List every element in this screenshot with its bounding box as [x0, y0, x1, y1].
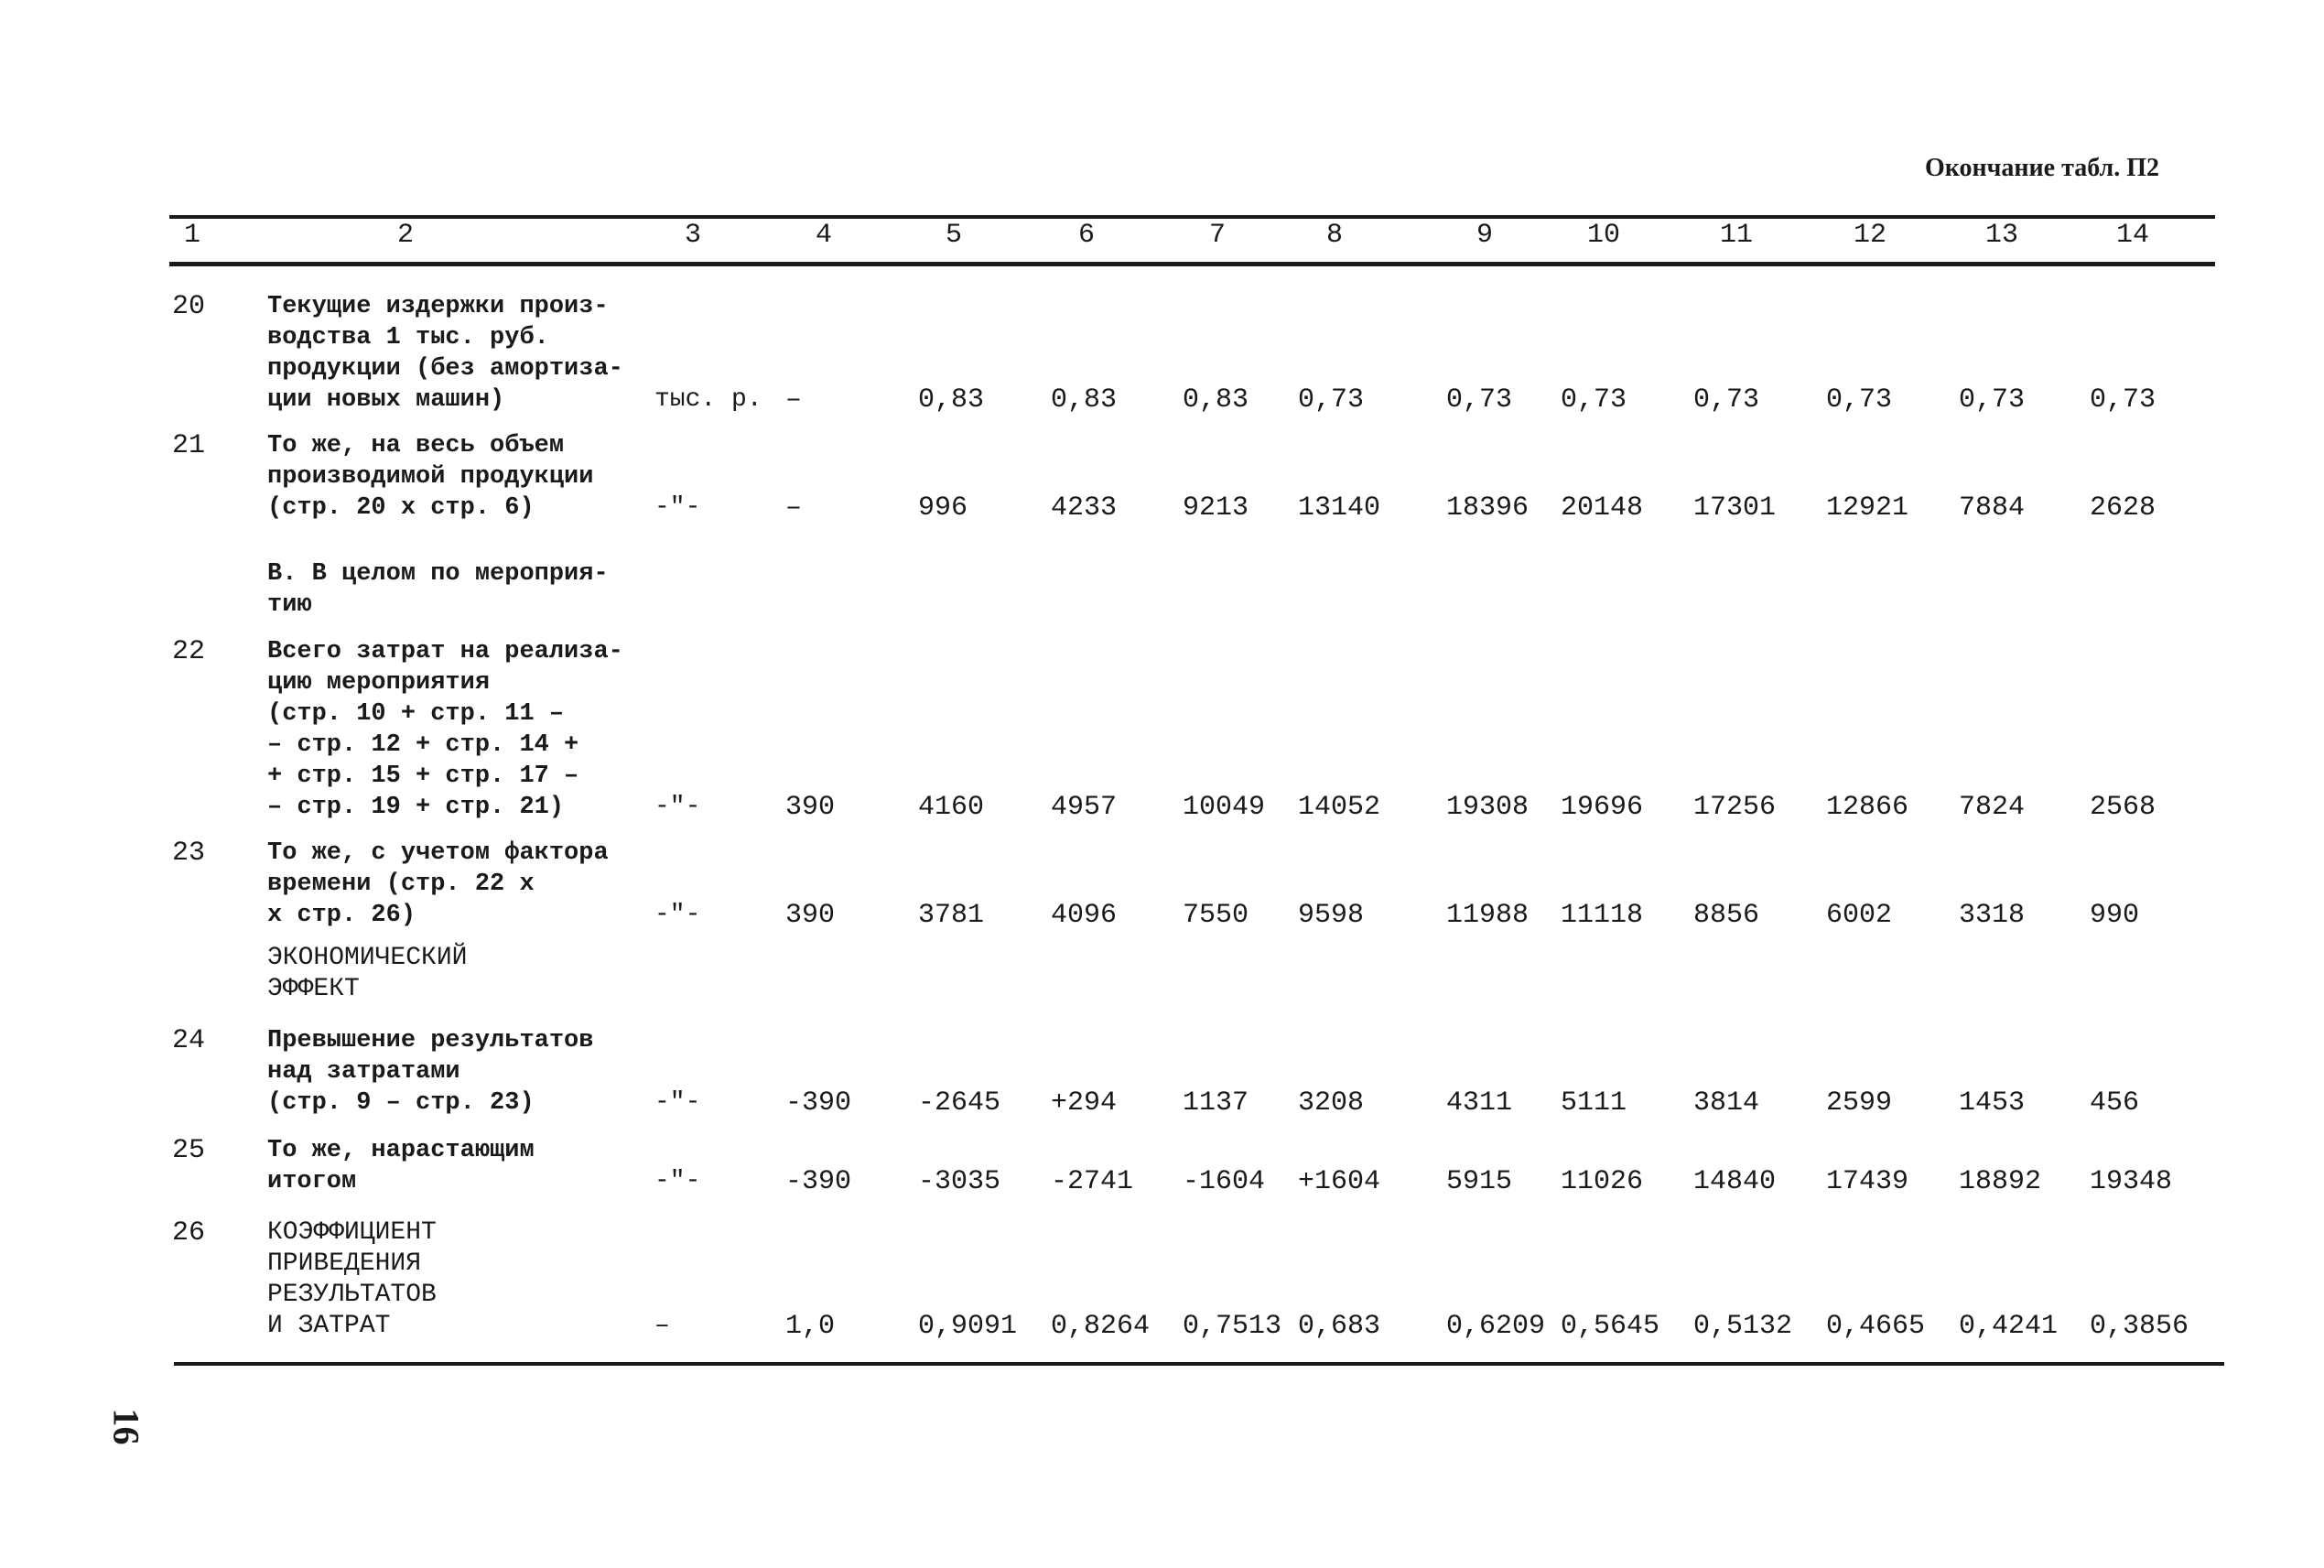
table-cell: 12866: [1826, 792, 1909, 823]
table-cell: -2645: [918, 1087, 1001, 1119]
row-description: [267, 943, 652, 1005]
table-cell: -390: [785, 1087, 852, 1119]
table-cell: 10049: [1183, 792, 1266, 823]
header-col-5: 5: [945, 220, 963, 251]
row-unit: -"-: [654, 901, 701, 929]
header-col-9: 9: [1475, 220, 1494, 251]
row-description: [267, 558, 652, 621]
header-col-7: 7: [1208, 220, 1227, 251]
table-cell: 996: [918, 492, 968, 524]
row-number: 24: [172, 1025, 206, 1056]
table-cell: 0,73: [2090, 384, 2156, 416]
table-cell: 18396: [1446, 492, 1530, 524]
description-line: И ЗАТРАТ: [267, 1312, 391, 1340]
description-line: ции новых машин): [267, 386, 505, 414]
table-cell: 0,4241: [1959, 1311, 2059, 1342]
table-cell: 456: [2090, 1087, 2140, 1119]
table-cell: 0,3856: [2090, 1311, 2189, 1342]
description-line: х стр. 26): [267, 902, 416, 929]
table-cell: 0,73: [1693, 384, 1760, 416]
table-cell: 7884: [1959, 492, 2026, 524]
table-cell: 3208: [1298, 1087, 1365, 1119]
row-unit: -"-: [654, 793, 701, 821]
table-cell: 0,73: [1959, 384, 2026, 416]
table-cell: 0,9091: [918, 1311, 1018, 1342]
table-cell: 3814: [1693, 1087, 1760, 1119]
description-line: То же, нарастающим: [267, 1137, 535, 1164]
table-cell: 390: [785, 792, 836, 823]
table-cell: 20148: [1561, 492, 1644, 524]
table-cell: 0,6209: [1446, 1311, 1546, 1342]
table-cell: 4311: [1446, 1087, 1513, 1119]
table-cell: –: [785, 384, 803, 416]
row-number: 26: [172, 1217, 206, 1249]
table-cell: 4160: [918, 792, 985, 823]
table-cell: 1137: [1183, 1087, 1249, 1119]
table-cell: 4957: [1051, 792, 1118, 823]
header-col-1: 1: [183, 220, 201, 251]
table-cell: 990: [2090, 900, 2140, 931]
table-cell: 7550: [1183, 900, 1249, 931]
table-cell: 19348: [2090, 1166, 2173, 1197]
table-cell: 0,683: [1298, 1311, 1381, 1342]
description-line: В. В целом по мероприя-: [267, 560, 609, 588]
row-number: 20: [172, 291, 206, 322]
row-unit: -"-: [654, 1088, 701, 1117]
table-cell: 5111: [1561, 1087, 1627, 1119]
table-cell: 7824: [1959, 792, 2026, 823]
table-cell: 11118: [1561, 900, 1644, 931]
row-unit: -"-: [654, 1167, 701, 1195]
table-cell: 5915: [1446, 1166, 1513, 1197]
table-cell: 390: [785, 900, 836, 931]
table-cell: 17301: [1693, 492, 1777, 524]
table-cell: 0,83: [1051, 384, 1118, 416]
description-line: итогом: [267, 1168, 357, 1195]
table-cell: 4233: [1051, 492, 1118, 524]
table-cell: 1,0: [785, 1311, 836, 1342]
header-col-8: 8: [1325, 220, 1344, 251]
description-line: над затратами: [267, 1058, 460, 1086]
description-line: (стр. 20 х стр. 6): [267, 494, 535, 522]
description-line: (стр. 9 – стр. 23): [267, 1089, 535, 1117]
description-line: КОЭФФИЦИЕНТ: [267, 1218, 437, 1247]
table-cell: 12921: [1826, 492, 1909, 524]
description-line: Всего затрат на реализа-: [267, 638, 623, 665]
table-cell: 14052: [1298, 792, 1381, 823]
table-cell: 4096: [1051, 900, 1118, 931]
table-cell: 0,5132: [1693, 1311, 1793, 1342]
row-unit: тыс. р.: [654, 385, 762, 414]
table-cell: -2741: [1051, 1166, 1134, 1197]
bottom-rule: [174, 1362, 2224, 1366]
description-line: РЕЗУЛЬТАТОВ: [267, 1281, 437, 1309]
row-number: 21: [172, 430, 206, 461]
table-cell: 0,73: [1298, 384, 1365, 416]
row-description: [267, 1025, 652, 1119]
table-cell: -3035: [918, 1166, 1001, 1197]
table-cell: 19696: [1561, 792, 1644, 823]
table-cell: 1453: [1959, 1087, 2026, 1119]
table-cell: 19308: [1446, 792, 1530, 823]
description-line: цию мероприятия: [267, 669, 491, 697]
table-cell: 2599: [1826, 1087, 1893, 1119]
row-description: [267, 838, 652, 931]
table-cell: 2568: [2090, 792, 2156, 823]
description-line: продукции (без амортиза-: [267, 355, 623, 383]
table-cell: –: [785, 492, 803, 524]
row-description: [267, 430, 652, 524]
table-cell: +1604: [1298, 1166, 1381, 1197]
table-cell: 0,73: [1826, 384, 1893, 416]
table-cell: 0,73: [1561, 384, 1627, 416]
table-cell: 0,83: [1183, 384, 1249, 416]
table-cell: -390: [785, 1166, 852, 1197]
header-col-4: 4: [815, 220, 833, 251]
table-cell: 18892: [1959, 1166, 2042, 1197]
table-cell: 3318: [1959, 900, 2026, 931]
table-cell: 8856: [1693, 900, 1760, 931]
header-col-6: 6: [1077, 220, 1096, 251]
table-cell: 9598: [1298, 900, 1365, 931]
table-cell: 0,5645: [1561, 1311, 1660, 1342]
header-col-12: 12: [1853, 220, 1887, 251]
row-unit: –: [654, 1312, 670, 1340]
header-col-3: 3: [684, 220, 702, 251]
table-cell: 0,8264: [1051, 1311, 1151, 1342]
row-description: [267, 1217, 652, 1342]
page-number: 16: [105, 1408, 147, 1445]
description-line: + стр. 15 + стр. 17 –: [267, 762, 579, 790]
top-rule: [169, 215, 2215, 219]
table-cell: -1604: [1183, 1166, 1266, 1197]
row-description: [267, 291, 652, 416]
table-cell: 6002: [1826, 900, 1893, 931]
description-line: – стр. 12 + стр. 14 +: [267, 731, 579, 759]
table-caption: Окончание табл. П2: [1924, 154, 2159, 182]
header-rule: [169, 262, 2215, 266]
table-cell: 0,83: [918, 384, 985, 416]
description-line: ЭФФЕКТ: [267, 975, 360, 1003]
table-cell: 9213: [1183, 492, 1249, 524]
row-unit: -"-: [654, 493, 701, 522]
description-line: ЭКОНОМИЧЕСКИЙ: [267, 944, 468, 972]
description-line: То же, на весь объем: [267, 432, 565, 460]
table-cell: 13140: [1298, 492, 1381, 524]
header-col-13: 13: [1984, 220, 2019, 251]
description-line: ПРИВЕДЕНИЯ: [267, 1249, 422, 1278]
table-cell: 11026: [1561, 1166, 1644, 1197]
description-line: То же, с учетом фактора: [267, 839, 609, 867]
table-cell: +294: [1051, 1087, 1118, 1119]
description-line: Текущие издержки произ-: [267, 293, 609, 320]
header-col-10: 10: [1586, 220, 1621, 251]
table-cell: 14840: [1693, 1166, 1777, 1197]
row-number: 22: [172, 636, 206, 667]
row-number: 25: [172, 1135, 206, 1166]
table-cell: 3781: [918, 900, 985, 931]
description-line: времени (стр. 22 х: [267, 871, 535, 898]
row-number: 23: [172, 838, 206, 869]
description-line: водства 1 тыс. руб.: [267, 324, 549, 351]
description-line: (стр. 10 + стр. 11 –: [267, 700, 565, 728]
table-cell: 0,4665: [1826, 1311, 1926, 1342]
description-line: Превышение результатов: [267, 1027, 594, 1054]
table-cell: 0,73: [1446, 384, 1513, 416]
header-col-14: 14: [2115, 220, 2150, 251]
table-cell: 17256: [1693, 792, 1777, 823]
row-description: [267, 1135, 652, 1197]
table-cell: 11988: [1446, 900, 1530, 931]
description-line: тию: [267, 591, 312, 619]
table-cell: 2628: [2090, 492, 2156, 524]
table-cell: 0,7513: [1183, 1311, 1282, 1342]
description-line: – стр. 19 + стр. 21): [267, 794, 565, 821]
description-line: производимой продукции: [267, 463, 594, 491]
table-cell: 17439: [1826, 1166, 1909, 1197]
header-col-11: 11: [1719, 220, 1754, 251]
header-col-2: 2: [396, 220, 415, 251]
row-description: [267, 636, 652, 823]
